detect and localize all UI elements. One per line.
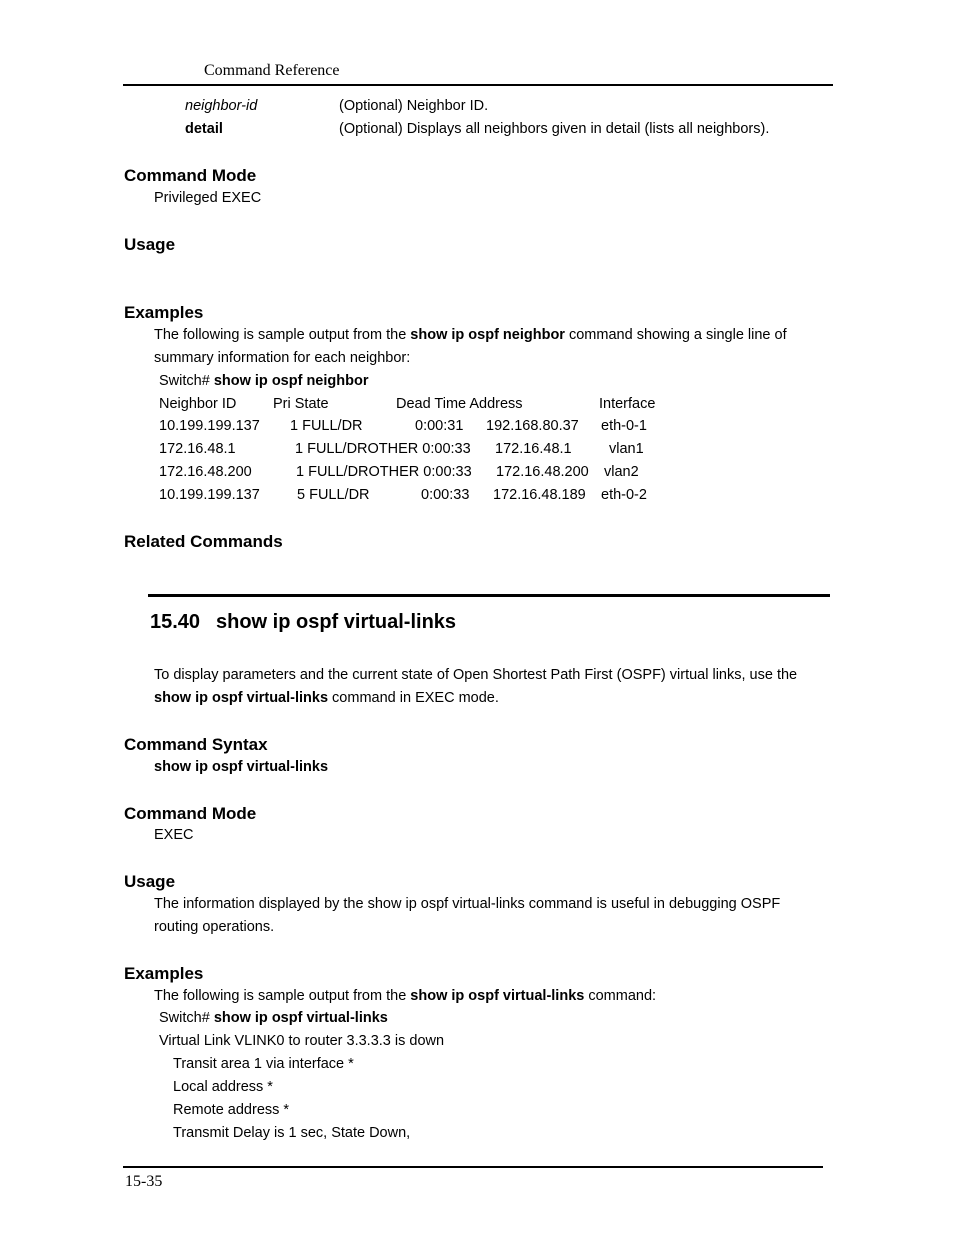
- table-cell: eth-0-1: [601, 418, 647, 434]
- table-cell: 0:00:33: [421, 487, 470, 503]
- table-cell: 172.16.48.189: [493, 487, 586, 503]
- intro-text-cont: show ip ospf virtual-links command in EXEC mode.: [154, 690, 499, 706]
- table-cell: 0:00:31: [415, 418, 464, 434]
- command-mode-heading: Command Mode: [124, 804, 257, 823]
- usage-heading: Usage: [124, 872, 176, 891]
- cli-output-line: Virtual Link VLINK0 to router 3.3.3.3 is down: [159, 1033, 445, 1049]
- examples-heading: Examples: [124, 964, 204, 983]
- param-name: neighbor-id: [185, 98, 258, 114]
- examples-intro: The following is sample output from the show ip ospf virtual-links command:: [154, 988, 657, 1004]
- examples-intro-cont: summary information for each neighbor:: [154, 350, 411, 366]
- table-cell: eth-0-2: [601, 487, 647, 503]
- cli-prompt: Switch# show ip ospf neighbor: [159, 373, 369, 389]
- table-cell: 1 FULL/DROTHER 0:00:33: [295, 441, 471, 457]
- inline-command: show ip ospf virtual-links: [154, 690, 329, 706]
- running-header: Command Reference: [204, 62, 340, 79]
- cli-output-line: Local address *: [173, 1079, 273, 1095]
- inline-command: show ip ospf virtual-links: [410, 988, 585, 1004]
- examples-heading: Examples: [124, 303, 204, 322]
- cli-prompt: Switch# show ip ospf virtual-links: [159, 1010, 388, 1026]
- section-rule: [148, 594, 830, 597]
- table-cell: 192.168.80.37: [486, 418, 579, 434]
- table-cell: 1 FULL/DR: [290, 418, 363, 434]
- cli-output-line: Transmit Delay is 1 sec, State Down,: [173, 1125, 411, 1141]
- cli-command: show ip ospf virtual-links: [213, 1010, 388, 1026]
- table-cell: 172.16.48.1: [495, 441, 572, 457]
- table-cell: 10.199.199.137: [159, 487, 260, 503]
- usage-text-cont: routing operations.: [154, 919, 275, 935]
- command-syntax-value: show ip ospf virtual-links: [154, 759, 329, 775]
- table-header: Neighbor ID: [159, 396, 237, 412]
- usage-text: The information displayed by the show ip ospf virtual-links command is useful in debugging OSPF: [154, 896, 781, 912]
- usage-heading: Usage: [124, 235, 176, 254]
- table-cell: 172.16.48.200: [159, 464, 252, 480]
- table-cell: 172.16.48.200: [496, 464, 589, 480]
- examples-intro: The following is sample output from the show ip ospf neighbor command showing a single line of: [154, 327, 787, 343]
- section-title: show ip ospf virtual-links: [216, 611, 457, 633]
- page-number: 15-35: [125, 1173, 163, 1190]
- command-mode-value: Privileged EXEC: [154, 190, 262, 206]
- header-rule: [123, 84, 833, 86]
- table-cell: 10.199.199.137: [159, 418, 260, 434]
- section-number: 15.40: [150, 611, 201, 633]
- table-cell: 1 FULL/DROTHER 0:00:33: [296, 464, 472, 480]
- cli-output-line: Transit area 1 via interface *: [173, 1056, 354, 1072]
- param-desc: (Optional) Displays all neighbors given in detail (lists all neighbors).: [339, 121, 770, 137]
- cli-command: show ip ospf neighbor: [213, 373, 369, 389]
- command-syntax-heading: Command Syntax: [124, 735, 268, 754]
- footer-rule: [123, 1166, 823, 1168]
- command-mode-heading: Command Mode: [124, 166, 257, 185]
- table-cell: vlan1: [609, 441, 644, 457]
- inline-command: show ip ospf neighbor: [410, 327, 565, 343]
- related-commands-heading: Related Commands: [124, 532, 283, 551]
- command-mode-value: EXEC: [154, 827, 194, 843]
- table-cell: 172.16.48.1: [159, 441, 236, 457]
- table-header: Interface: [599, 396, 656, 412]
- table-cell: 5 FULL/DR: [297, 487, 370, 503]
- param-desc: (Optional) Neighbor ID.: [339, 98, 489, 114]
- intro-text: To display parameters and the current state of Open Shortest Path First (OSPF) virtual links, use the: [154, 667, 798, 683]
- table-header: Pri State: [273, 396, 329, 412]
- cli-output-line: Remote address *: [173, 1102, 290, 1118]
- table-header: Dead Time Address: [396, 396, 523, 412]
- table-cell: vlan2: [604, 464, 639, 480]
- param-name: detail: [185, 121, 223, 137]
